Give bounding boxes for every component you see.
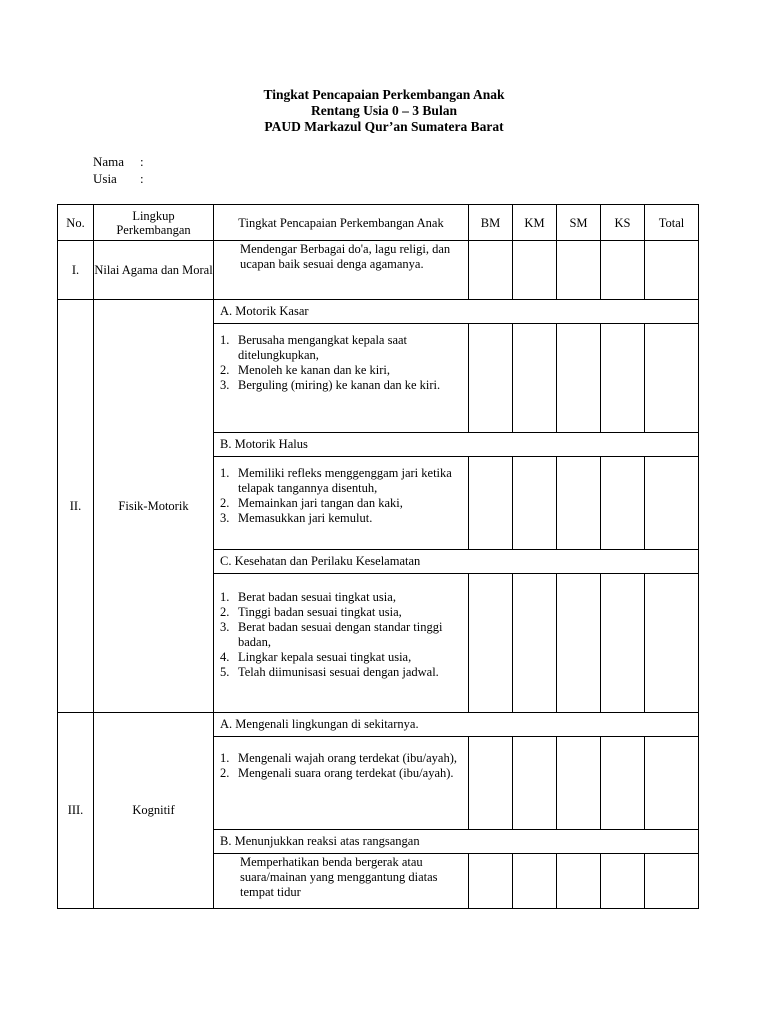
subheading-row [58,300,699,324]
score-cell-total[interactable] [645,457,699,550]
list-item: 2. Mengenali suara orang terdekat (ibu/ayah). [220,766,454,780]
list-item: 2. Menoleh ke kanan dan ke kiri, [220,363,391,377]
age-row [93,170,144,187]
indicator-list [214,737,469,830]
score-cell-total[interactable] [645,854,699,909]
score-cell-total[interactable] [645,574,699,713]
list-item: 2. Tinggi badan sesuai tingkat usia, [220,605,402,619]
score-cell-bm[interactable] [469,574,513,713]
score-cell-ks[interactable] [601,241,645,300]
document-subtitle: Rentang Usia 0 – 3 Bulan [311,103,457,118]
identity-fields [93,153,144,187]
table-header-row [58,205,699,241]
score-cell-km[interactable] [513,457,557,550]
section-area: Fisik-Motorik [94,300,214,713]
indicator-list [214,457,469,550]
section-area: Nilai Agama dan Moral [94,241,214,300]
document-header [0,87,768,135]
indicator-text: Mendengar Berbagai do'a, lagu religi, dan ucapan baik sesuai denga agamanya. [214,241,469,300]
score-cell-km[interactable] [513,854,557,909]
subheading-row [58,713,699,737]
score-cell-total[interactable] [645,737,699,830]
list-item: 1. Berat badan sesuai tingkat usia, [220,590,396,604]
name-label: Nama [93,154,125,169]
score-cell-bm[interactable] [469,737,513,830]
age-separator: : [140,171,144,186]
score-cell-bm[interactable] [469,854,513,909]
list-item: 1. Memiliki refleks menggenggam jari ketika telapak tangannya disentuh, [220,466,452,495]
list-item: 5. Telah diimunisasi sesuai dengan jadwal. [220,665,439,679]
age-label: Usia [93,171,117,186]
header-bm: BM [469,205,513,241]
subheading-kesehatan: C. Kesehatan dan Perilaku Keselamatan [214,550,699,574]
list-item: 3. Berguling (miring) ke kanan dan ke kiri. [220,378,441,392]
score-cell-km[interactable] [513,737,557,830]
list-item: 1. Berusaha mengangkat kepala saat ditelungkupkan, [220,333,408,362]
subheading-lingkungan: A. Mengenali lingkungan di sekitarnya. [214,713,699,737]
score-cell-total[interactable] [645,324,699,433]
header-km: KM [513,205,557,241]
name-separator: : [140,154,144,169]
assessment-table [57,204,699,909]
header-ks: KS [601,205,645,241]
section-number: I. [58,241,94,300]
score-cell-ks[interactable] [601,457,645,550]
score-cell-bm[interactable] [469,457,513,550]
score-cell-sm[interactable] [557,241,601,300]
indicator-text: Memperhatikan benda bergerak atau suara/mainan yang menggantung diatas tempat tidur [214,854,469,909]
section-area: Kognitif [94,713,214,909]
indicator-list [214,324,469,433]
score-cell-ks[interactable] [601,324,645,433]
header-sm: SM [557,205,601,241]
subheading-motorik-kasar: A. Motorik Kasar [214,300,699,324]
score-cell-bm[interactable] [469,324,513,433]
score-cell-sm[interactable] [557,574,601,713]
header-lingkup: Lingkup Perkembangan [94,205,214,241]
header-total: Total [645,205,699,241]
score-cell-sm[interactable] [557,457,601,550]
header-no: No. [58,205,94,241]
header-tingkat: Tingkat Pencapaian Perkembangan Anak [214,205,469,241]
score-cell-km[interactable] [513,324,557,433]
score-cell-ks[interactable] [601,574,645,713]
score-cell-ks[interactable] [601,737,645,830]
indicator-list [214,574,469,713]
list-item: 2. Memainkan jari tangan dan kaki, [220,496,403,510]
score-cell-km[interactable] [513,241,557,300]
score-cell-sm[interactable] [557,324,601,433]
list-item: 1. Mengenali wajah orang terdekat (ibu/ayah), [220,751,458,765]
score-cell-sm[interactable] [557,737,601,830]
score-cell-sm[interactable] [557,854,601,909]
list-item: 4. Lingkar kepala sesuai tingkat usia, [220,650,412,664]
list-item: 3. Memasukkan jari kemulut. [220,511,373,525]
table-row [58,241,699,300]
section-number: II. [58,300,94,713]
subheading-motorik-halus: B. Motorik Halus [214,433,699,457]
document-title: Tingkat Pencapaian Perkembangan Anak [263,87,505,102]
list-item: 3. Berat badan sesuai dengan standar tinggi badan, [220,620,443,649]
score-cell-bm[interactable] [469,241,513,300]
institution-name: PAUD Markazul Qur’an Sumatera Barat [264,119,504,134]
name-row [93,153,144,170]
subheading-reaksi: B. Menunjukkan reaksi atas rangsangan [214,830,699,854]
score-cell-total[interactable] [645,241,699,300]
score-cell-ks[interactable] [601,854,645,909]
score-cell-km[interactable] [513,574,557,713]
section-number: III. [58,713,94,909]
